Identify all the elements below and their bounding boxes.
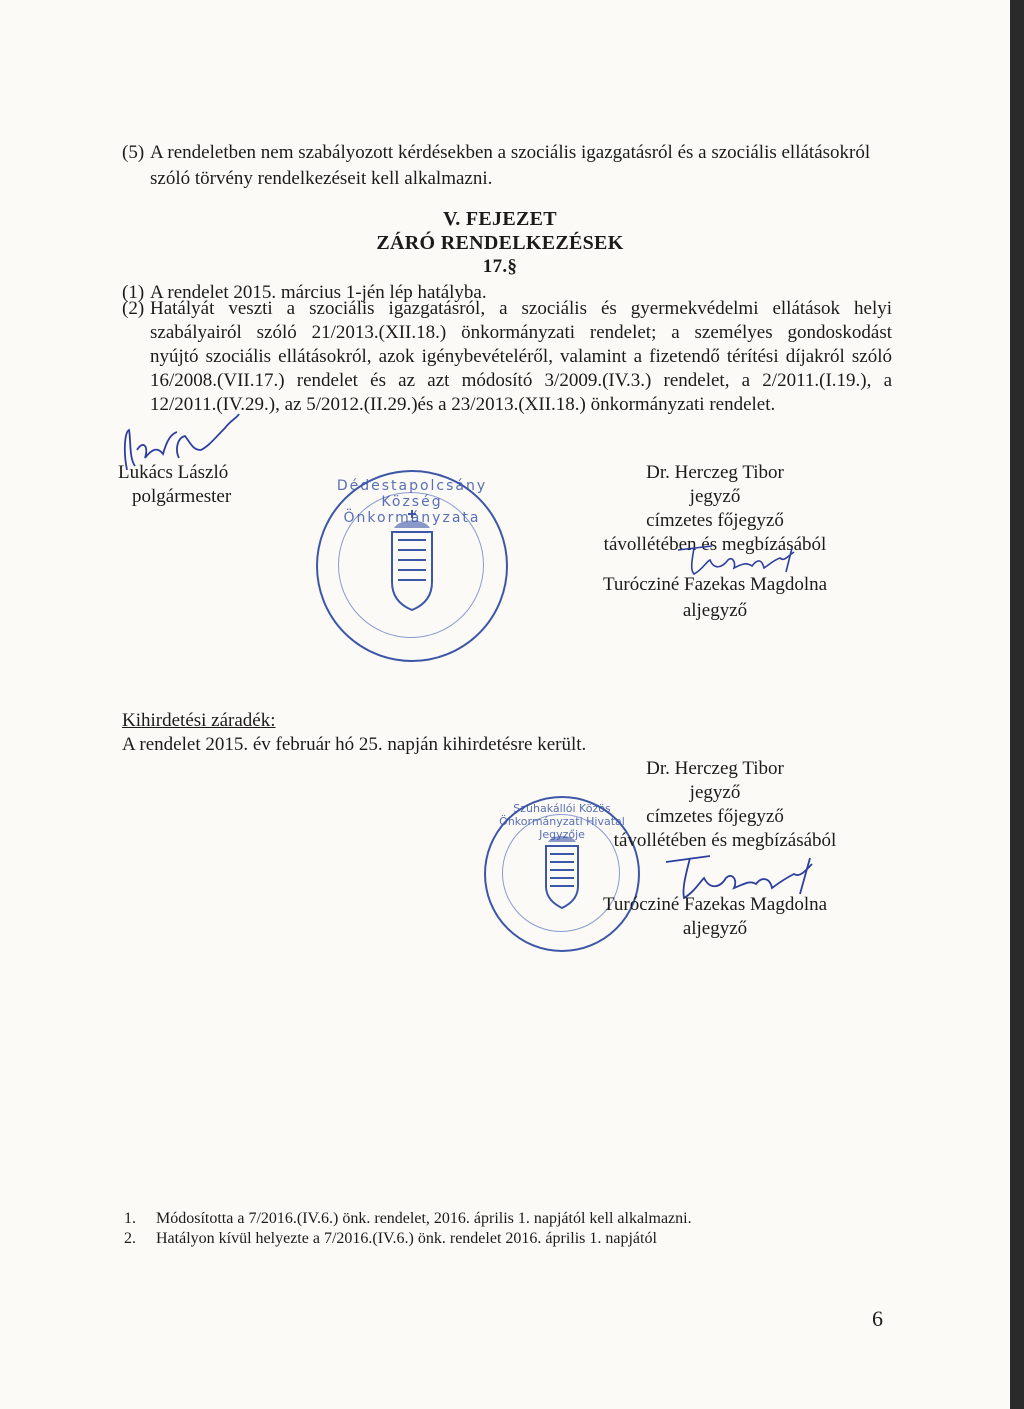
deputy-title: aljegyző <box>682 600 748 621</box>
municipality-seal <box>316 470 508 662</box>
page-number: 6 <box>872 1306 883 1331</box>
footnote-text: Hatályon kívül helyezte a 7/2016.(IV.6.) önk. rendelet 2016. április 1. napjától <box>156 1230 657 1247</box>
mayor-title: polgármester <box>132 486 232 507</box>
para5-line1: A rendeletben nem szabályozott kérdésekben a szociális igazgatásról és a szociális ellátásokról <box>150 142 871 163</box>
footnote-number: 2. <box>124 1230 136 1247</box>
chapter-number: V. FEJEZET <box>443 208 557 230</box>
notary-name: Dr. Herczeg Tibor <box>646 462 784 483</box>
mayor-name: Lukács László <box>118 462 229 483</box>
announcement-heading: Kihirdetési záradék: <box>122 710 276 731</box>
footnote-number: 1. <box>124 1210 136 1227</box>
deputy-name: Turócziné Fazekas Magdolna <box>602 574 828 595</box>
notary-title: jegyző <box>689 486 741 507</box>
notary-name: Dr. Herczeg Tibor <box>646 758 784 779</box>
para2-line: 16/2008.(VII.17.) rendelet és az azt módosító 3/2009.(IV.3.) rendelet, a 2/2011.(I.19.), a <box>150 370 892 391</box>
para2-line: 12/2011.(IV.29.), az 5/2012.(II.29.)és a 23/2013.(XII.18.) önkormányzati rendelet. <box>150 394 776 415</box>
para5-number: (5) <box>122 142 145 163</box>
seal-text: Szuhakállói Közös Önkormányzati Hivatal Jegyzője <box>499 802 625 841</box>
notary-rank: címzetes főjegyző <box>646 806 784 827</box>
para1-text: A rendelet 2015. március 1-jén lép hatályba. <box>150 282 487 303</box>
deputy-name: Turócziné Fazekas Magdolna <box>602 894 828 915</box>
para2-line: szabályairól szóló 21/2013.(XII.18.) önkormányzati rendelet; a személyes gondoskodást <box>150 322 892 343</box>
notary-absence: távollétében és megbízásából <box>613 830 837 851</box>
notary-title: jegyző <box>689 782 741 803</box>
para2-line: nyújtó szociális ellátásokról, azok igénybevételéről, valamint a fizetendő térítési díjakról szóló <box>150 346 892 367</box>
section-number: 17.§ <box>482 256 518 277</box>
notary-rank: címzetes főjegyző <box>646 510 784 531</box>
deputy-title: aljegyző <box>682 918 748 939</box>
notary-absence: távollétében és megbízásából <box>603 534 827 555</box>
seal-text: Dédestapolcsány Község Önkormányzata <box>336 478 488 526</box>
para2-number: (2) <box>122 298 145 319</box>
para5-line2: szóló törvény rendelkezéseit kell alkalmazni. <box>150 168 493 189</box>
footnote-text: Módosította a 7/2016.(IV.6.) önk. rendelet, 2016. április 1. napjától kell alkalmazni. <box>156 1210 692 1227</box>
para1-number: (1) <box>122 282 145 303</box>
announcement-text: A rendelet 2015. év február hó 25. napján kihirdetésre került. <box>122 734 587 755</box>
chapter-title: ZÁRÓ RENDELKEZÉSEK <box>376 232 624 254</box>
scan-edge <box>1010 0 1024 1409</box>
para2-line: Hatályát veszti a szociális igazgatásról, a szociális és gyermekvédelmi ellátások helyi <box>150 298 892 319</box>
